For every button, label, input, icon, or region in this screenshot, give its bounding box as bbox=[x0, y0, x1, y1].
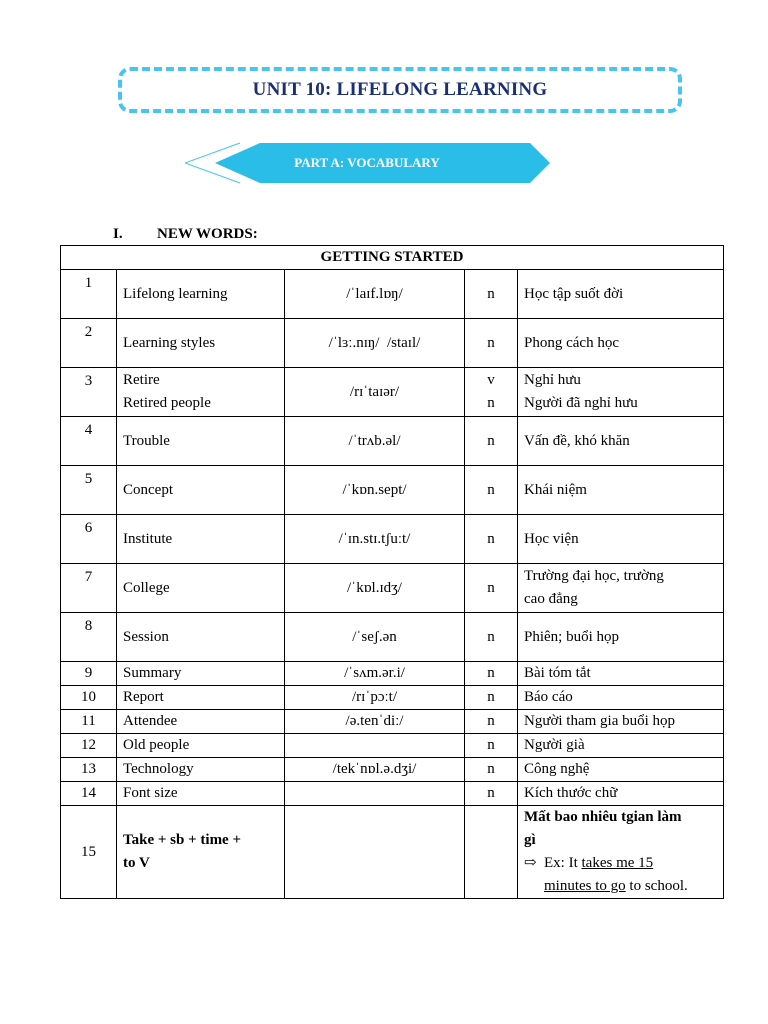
table-row bbox=[61, 613, 724, 662]
table-row bbox=[61, 319, 724, 368]
pronunciation: /ˈkɒl.ɪdʒ/ bbox=[285, 564, 465, 613]
meaning: Phong cách học bbox=[518, 319, 724, 368]
table-row bbox=[61, 782, 724, 806]
word: Session bbox=[117, 613, 285, 662]
meaning: Khái niệm bbox=[518, 466, 724, 515]
row-number: 6 bbox=[61, 515, 117, 564]
meaning: Kích thước chữ bbox=[518, 782, 724, 806]
arrow-right-icon: ⇨ bbox=[524, 855, 537, 871]
word: Old people bbox=[117, 734, 285, 758]
row-number: 9 bbox=[61, 662, 117, 686]
word-secondary: Retired people bbox=[123, 395, 211, 411]
word: Attendee bbox=[117, 710, 285, 734]
part-label: PART A: VOCABULARY bbox=[294, 155, 440, 170]
example-prefix: Ex: It bbox=[544, 855, 582, 871]
table-row bbox=[61, 806, 724, 899]
word: College bbox=[117, 564, 285, 613]
word: Lifelong learning bbox=[117, 270, 285, 319]
table-header: GETTING STARTED bbox=[61, 246, 724, 270]
section-heading bbox=[113, 226, 258, 243]
section-number: I. bbox=[113, 226, 123, 242]
part-of-speech: n bbox=[465, 782, 518, 806]
meaning: Người tham gia buổi họp bbox=[518, 710, 724, 734]
meaning: Mất bao nhiêu tgian làm bbox=[524, 809, 682, 825]
word: Retire bbox=[123, 372, 160, 388]
table-row bbox=[61, 466, 724, 515]
pronunciation: /ə.tenˈdiː/ bbox=[285, 710, 465, 734]
row-number: 3 bbox=[61, 368, 117, 417]
row-number: 13 bbox=[61, 758, 117, 782]
example-underline-1: takes me 15 bbox=[581, 855, 654, 871]
vocabulary-table bbox=[60, 245, 724, 899]
meaning: Học tập suốt đời bbox=[518, 270, 724, 319]
pronunciation: /ˈɪn.stɪ.tʃuːt/ bbox=[285, 515, 465, 564]
table-row bbox=[61, 270, 724, 319]
meaning: Vấn đề, khó khăn bbox=[518, 417, 724, 466]
part-of-speech: n bbox=[465, 613, 518, 662]
word: Report bbox=[117, 686, 285, 710]
word: Institute bbox=[117, 515, 285, 564]
part-of-speech bbox=[465, 806, 518, 899]
part-of-speech: n bbox=[465, 466, 518, 515]
table-row bbox=[61, 368, 724, 417]
row-number: 14 bbox=[61, 782, 117, 806]
part-of-speech: n bbox=[465, 417, 518, 466]
meaning-cell bbox=[518, 368, 724, 417]
word: Technology bbox=[117, 758, 285, 782]
table-row bbox=[61, 417, 724, 466]
part-of-speech: n bbox=[465, 710, 518, 734]
row-number: 4 bbox=[61, 417, 117, 466]
part-of-speech: n bbox=[465, 686, 518, 710]
word: Take + sb + time + bbox=[123, 832, 242, 848]
pronunciation: /rɪˈtaɪər/ bbox=[285, 368, 465, 417]
part-of-speech: n bbox=[465, 734, 518, 758]
meaning: Báo cáo bbox=[518, 686, 724, 710]
pronunciation: /ˈsʌm.ər.i/ bbox=[285, 662, 465, 686]
section-title: NEW WORDS: bbox=[157, 226, 258, 242]
meaning: Học viện bbox=[518, 515, 724, 564]
part-of-speech-cell bbox=[465, 368, 518, 417]
row-number: 15 bbox=[61, 806, 117, 899]
table-row bbox=[61, 758, 724, 782]
row-number: 11 bbox=[61, 710, 117, 734]
pronunciation bbox=[285, 782, 465, 806]
row-number: 12 bbox=[61, 734, 117, 758]
meaning: Bài tóm tắt bbox=[518, 662, 724, 686]
meaning-cell bbox=[518, 806, 724, 899]
meaning-secondary: Người đã nghỉ hưu bbox=[524, 395, 638, 411]
pronunciation bbox=[285, 734, 465, 758]
row-number: 10 bbox=[61, 686, 117, 710]
pronunciation: /tekˈnɒl.ə.dʒi/ bbox=[285, 758, 465, 782]
table-row bbox=[61, 515, 724, 564]
row-number: 1 bbox=[61, 270, 117, 319]
meaning-secondary: gì bbox=[524, 832, 536, 848]
row-number: 5 bbox=[61, 466, 117, 515]
part-of-speech: n bbox=[465, 515, 518, 564]
part-of-speech: n bbox=[465, 758, 518, 782]
meaning-cell bbox=[518, 564, 724, 613]
table-header-row bbox=[61, 246, 724, 270]
part-of-speech: n bbox=[465, 564, 518, 613]
meaning: Trường đại học, trường bbox=[524, 568, 664, 584]
row-number: 2 bbox=[61, 319, 117, 368]
part-of-speech: n bbox=[465, 270, 518, 319]
word: Summary bbox=[117, 662, 285, 686]
example-suffix: to school. bbox=[625, 878, 688, 894]
table-row bbox=[61, 564, 724, 613]
meaning: Nghỉ hưu bbox=[524, 372, 581, 388]
table-row bbox=[61, 734, 724, 758]
pronunciation: /ˈlɜː.nɪŋ/ /staɪl/ bbox=[285, 319, 465, 368]
example-line bbox=[524, 852, 717, 875]
word-cell bbox=[117, 368, 285, 417]
pronunciation: /ˈlaɪf.lɒŋ/ bbox=[285, 270, 465, 319]
part-of-speech: v bbox=[487, 372, 495, 388]
part-of-speech: n bbox=[465, 319, 518, 368]
meaning-secondary: cao đẳng bbox=[524, 591, 578, 607]
part-of-speech-secondary: n bbox=[487, 395, 495, 411]
unit-title-box bbox=[118, 67, 682, 113]
meaning: Phiên; buổi họp bbox=[518, 613, 724, 662]
unit-title: UNIT 10: LIFELONG LEARNING bbox=[252, 79, 548, 100]
meaning: Công nghệ bbox=[518, 758, 724, 782]
example-line-2 bbox=[524, 875, 717, 898]
table-row bbox=[61, 662, 724, 686]
word: Learning styles bbox=[117, 319, 285, 368]
pronunciation: /ˈseʃ.ən bbox=[285, 613, 465, 662]
word-cell bbox=[117, 806, 285, 899]
table-row bbox=[61, 710, 724, 734]
word-secondary: to V bbox=[123, 855, 150, 871]
pronunciation: /ˈkɒn.sept/ bbox=[285, 466, 465, 515]
example-underline-2: minutes to go bbox=[544, 878, 626, 894]
pronunciation: /ˈtrʌb.əl/ bbox=[285, 417, 465, 466]
word: Concept bbox=[117, 466, 285, 515]
word: Trouble bbox=[117, 417, 285, 466]
word: Font size bbox=[117, 782, 285, 806]
row-number: 8 bbox=[61, 613, 117, 662]
part-of-speech: n bbox=[465, 662, 518, 686]
table-row bbox=[61, 686, 724, 710]
meaning: Người già bbox=[518, 734, 724, 758]
row-number: 7 bbox=[61, 564, 117, 613]
pronunciation bbox=[285, 806, 465, 899]
pronunciation: /rɪˈpɔːt/ bbox=[285, 686, 465, 710]
